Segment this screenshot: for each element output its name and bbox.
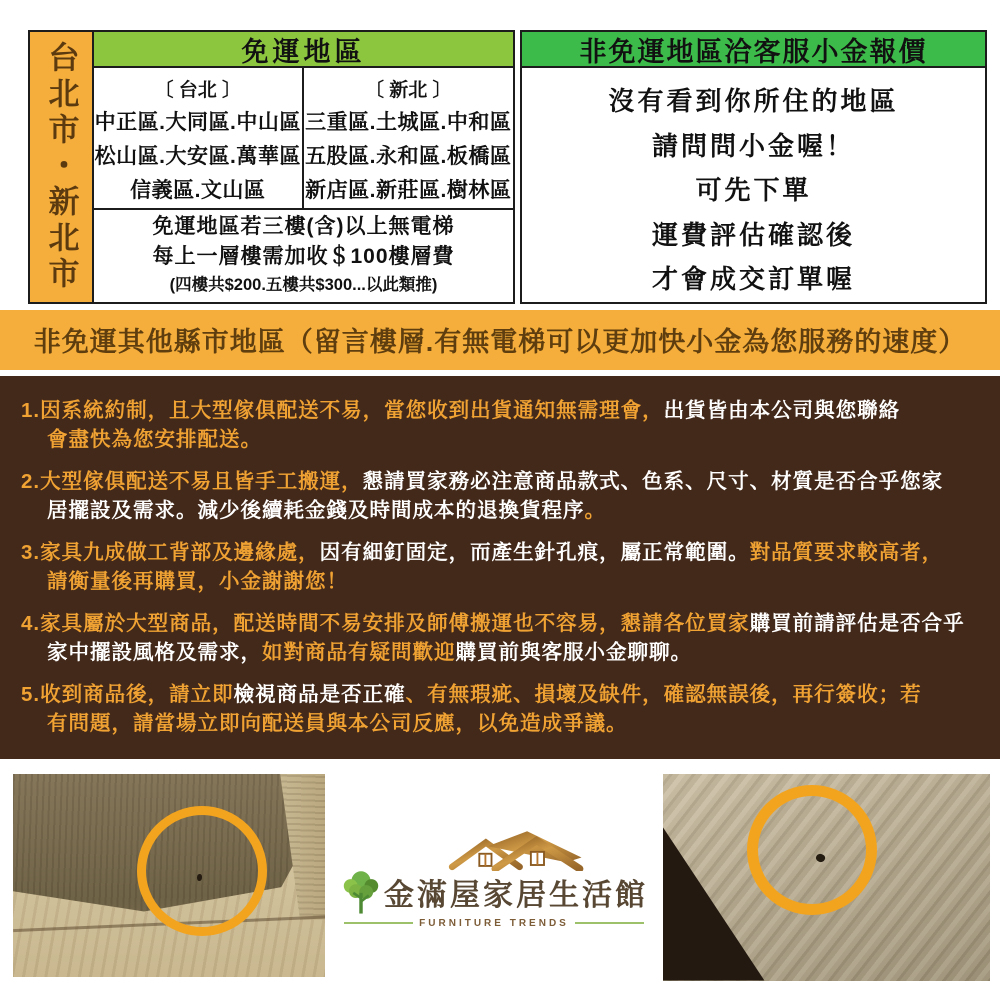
quote-line: 才會成交訂單喔 <box>651 264 855 294</box>
quote-line: 運費評估確認後 <box>651 219 855 250</box>
quote-line: 可先下單 <box>695 175 812 205</box>
xinbei-districts-line: 五股區.永和區.板橋區 <box>305 145 512 168</box>
highlight-circle-icon <box>137 806 267 936</box>
note-text-segment: 有問題，請當場立即向配送員與本公司反應，以免造成爭議。 <box>47 711 628 735</box>
note-line <box>21 709 982 738</box>
city-side-column <box>30 32 94 302</box>
note-text-segment: 1.因系統約制，且大型傢俱配送不易，當您收到出貨通知無需理會， <box>21 398 664 422</box>
xinbei-title: 〔 新北 〕 <box>364 80 452 101</box>
note-text-segment: 購買前請評估是否合乎 <box>749 611 965 635</box>
taipei-districts-line: 松山區.大安區.萬華區 <box>94 145 301 168</box>
free-shipping-main <box>94 32 513 302</box>
note-item <box>21 396 982 454</box>
notes-section <box>0 376 1000 759</box>
note-line <box>21 467 982 496</box>
note-line <box>21 425 982 454</box>
xinbei-districts-line: 新店區.新莊區.樹林區 <box>305 179 512 202</box>
store-name: 金滿屋家居生活館 <box>384 878 648 912</box>
taipei-title: 〔 台北 〕 <box>154 80 242 101</box>
store-tagline: FURNITURE TRENDS <box>419 917 569 929</box>
note-line <box>21 680 982 709</box>
free-shipping-table <box>28 30 515 304</box>
note-text-segment: 懇請買家務必注意商品款式、色系、尺寸、材質是否合乎您家 <box>362 469 944 493</box>
note-line <box>21 538 982 567</box>
note-text-segment: 居擺設及需求。減少後續耗金錢及時間成本的退換貨程序 <box>47 498 585 522</box>
wood-nail-dent-photo-right <box>663 774 990 981</box>
note-item <box>21 609 982 667</box>
stairs-fee-line3: (四樓共$200.五樓共$300...以此類推) <box>169 275 438 294</box>
quote-line: 沒有看到你所住的地區 <box>608 86 899 116</box>
note-text-segment: 3.家具九成做工背部及邊緣處， <box>21 540 320 564</box>
note-line <box>21 396 982 425</box>
note-text-segment: 購買前與客服小金聊聊。 <box>455 640 692 664</box>
logo-main-row <box>340 867 648 917</box>
notes-list <box>21 396 982 738</box>
note-item <box>21 467 982 525</box>
xinbei-districts-line: 三重區.土城區.中和區 <box>305 111 512 134</box>
note-text-segment: 4.家具屬於大型商品，配送時間不易安排及師傅搬運也不容易，懇請各位買家 <box>21 611 750 635</box>
note-item <box>21 538 982 596</box>
taipei-district-column <box>94 68 304 208</box>
tagline-rule-right <box>575 922 644 924</box>
top-section <box>0 0 1000 304</box>
note-text-segment: 家中擺設風格及需求， <box>47 640 262 664</box>
note-line <box>21 567 982 596</box>
stairs-fee-note <box>94 208 513 302</box>
tagline-rule-left <box>344 922 413 924</box>
non-free-quote-table <box>520 30 987 304</box>
taipei-districts-line: 信義區.文山區 <box>130 179 266 202</box>
quote-line: 請問問小金喔！ <box>651 130 855 161</box>
store-logo <box>344 829 648 929</box>
note-text-segment: 因有細釘固定，而產生針孔痕，屬正常範圍。 <box>319 540 750 564</box>
xinbei-district-column <box>304 68 514 208</box>
tree-icon <box>340 867 382 917</box>
city-side-label: 台北市・新北市 <box>43 40 79 293</box>
note-item <box>21 680 982 738</box>
stairs-fee-line1: 免運地區若三樓(含)以上無電梯 <box>152 214 455 238</box>
note-text-segment: 出貨皆由本公司與您聯絡 <box>663 398 901 422</box>
note-text-segment: 請衡量後再購買，小金謝謝您！ <box>47 569 348 593</box>
free-shipping-header: 免運地區 <box>94 32 513 68</box>
wood-nail-hole-photo-left <box>13 774 325 977</box>
other-regions-banner: 非免運其他縣市地區（留言樓層.有無電梯可以更加快小金為您服務的速度） <box>0 310 1000 370</box>
note-text-segment: 2.大型傢俱配送不易且皆手工搬運， <box>21 469 363 493</box>
taipei-districts-line: 中正區.大同區.中山區 <box>94 111 301 134</box>
note-text-segment: 、有無瑕疵、損壞及缺件，確認無誤後，再行簽收；若 <box>405 682 922 706</box>
note-text-segment: 對品質要求較高者， <box>749 540 944 564</box>
note-text-segment: 5.收到商品後，請立即 <box>21 682 234 706</box>
non-free-quote-header: 非免運地區洽客服小金報價 <box>522 32 985 68</box>
highlight-circle-icon <box>747 785 877 915</box>
house-roofs-icon <box>439 829 589 871</box>
note-line <box>21 638 982 667</box>
non-free-quote-body <box>522 68 985 302</box>
note-text-segment: 。 <box>584 498 606 522</box>
note-text-segment: 檢視商品是否正確 <box>233 682 406 706</box>
district-row <box>94 68 513 208</box>
note-line <box>21 496 982 525</box>
bottom-row <box>0 759 1000 981</box>
stairs-fee-line2: 每上一層樓需加收＄100樓層費 <box>152 244 455 268</box>
logo-tagline-row <box>344 918 644 929</box>
note-line <box>21 609 982 638</box>
note-text-segment: 會盡快為您安排配送。 <box>47 427 262 451</box>
note-text-segment: 如對商品有疑問歡迎 <box>262 640 456 664</box>
